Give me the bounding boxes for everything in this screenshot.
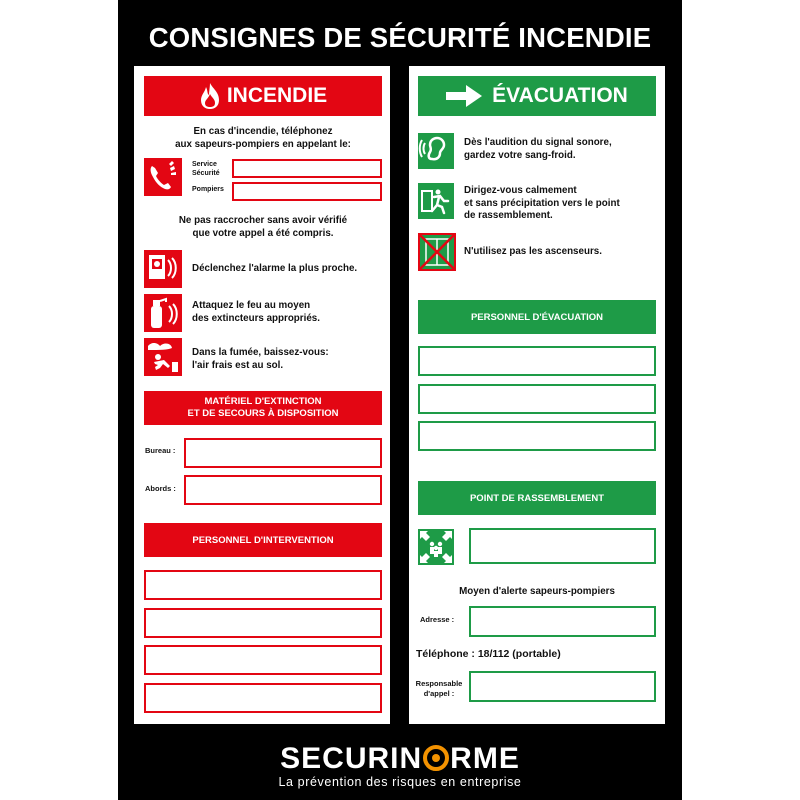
pompiers-label: Pompiers (192, 186, 224, 193)
assembly-point-icon (418, 529, 454, 565)
phone-icon (144, 158, 182, 196)
incendie-header-label: INCENDIE (226, 84, 328, 107)
incendie-header (144, 76, 382, 116)
service-securite-field[interactable] (232, 159, 382, 178)
logo-tagline: La prévention des risques en entreprise (278, 775, 522, 789)
smoke-crawl-icon (144, 338, 182, 376)
step-ear-text: Dès l'audition du signal sonore, gardez votre sang-froid. (464, 137, 612, 161)
step-alarm-text: Déclenchez l'alarme la plus proche. (192, 263, 358, 274)
telephone-text: Téléphone : 18/112 (portable) (416, 648, 561, 660)
pompiers-field[interactable] (232, 182, 382, 201)
evacuation-header (418, 76, 656, 116)
intervention-header: PERSONNEL D'INTERVENTION (144, 523, 382, 557)
adresse-label: Adresse : (420, 615, 455, 624)
adresse-field[interactable] (469, 606, 656, 637)
rassemblement-field[interactable] (469, 528, 656, 564)
intervention-field-1[interactable] (144, 570, 382, 600)
evac-personnel-header: PERSONNEL D'ÉVACUATION (418, 300, 656, 334)
evacuation-field-2[interactable] (418, 384, 656, 414)
step-smoke-text: Dans la fumée, baissez-vous: l'air frais est au sol. (192, 347, 329, 371)
bureau-label: Bureau : (145, 446, 176, 455)
flame-icon (199, 82, 221, 110)
step-run-text: Dirigez-vous calmement et sans précipitation vers le point de rassemblement. (464, 185, 620, 221)
evacuation-field-3[interactable] (418, 421, 656, 451)
page-title: CONSIGNES DE SÉCURITÉ INCENDIE (148, 22, 652, 53)
intervention-field-2[interactable] (144, 608, 382, 638)
running-man-exit-icon (418, 183, 454, 219)
abords-label: Abords : (145, 484, 176, 493)
arrow-right-icon (446, 85, 482, 107)
intervention-field-3[interactable] (144, 645, 382, 675)
step-extinguisher-text: Attaquez le feu au moyen des extincteurs appropriés. (192, 300, 320, 324)
intro-text: En cas d'incendie, téléphonez aux sapeurs-pompiers en appelant le: (175, 126, 351, 150)
service-securite-label: Service Sécurité (192, 161, 220, 177)
evacuation-header-label: ÉVACUATION (492, 84, 628, 107)
fire-alarm-icon (144, 250, 182, 288)
responsable-label: Responsable d'appel : (415, 679, 463, 698)
target-o-icon (423, 745, 449, 771)
abords-field[interactable] (184, 475, 382, 505)
incendie-panel (134, 66, 390, 724)
rassemblement-header: POINT DE RASSEMBLEMENT (418, 481, 656, 515)
bureau-field[interactable] (184, 438, 382, 468)
step-elevator-text: N'utilisez pas les ascenseurs. (464, 246, 602, 257)
fire-extinguisher-icon (144, 294, 182, 332)
no-elevator-icon (418, 233, 456, 271)
materiel-header: MATÉRIEL D'EXTINCTION ET DE SECOURS À DISPOSITION (144, 391, 382, 425)
evacuation-panel (409, 66, 665, 724)
evacuation-field-1[interactable] (418, 346, 656, 376)
securinorme-logo: SECURIN RME (280, 742, 520, 775)
intervention-field-4[interactable] (144, 683, 382, 713)
moyen-alerte-text: Moyen d'alerte sapeurs-pompiers (459, 586, 615, 597)
warning-text: Ne pas raccrocher sans avoir vérifié que votre appel a été compris. (178, 215, 348, 239)
ear-icon (418, 133, 454, 169)
responsable-field[interactable] (469, 671, 656, 702)
